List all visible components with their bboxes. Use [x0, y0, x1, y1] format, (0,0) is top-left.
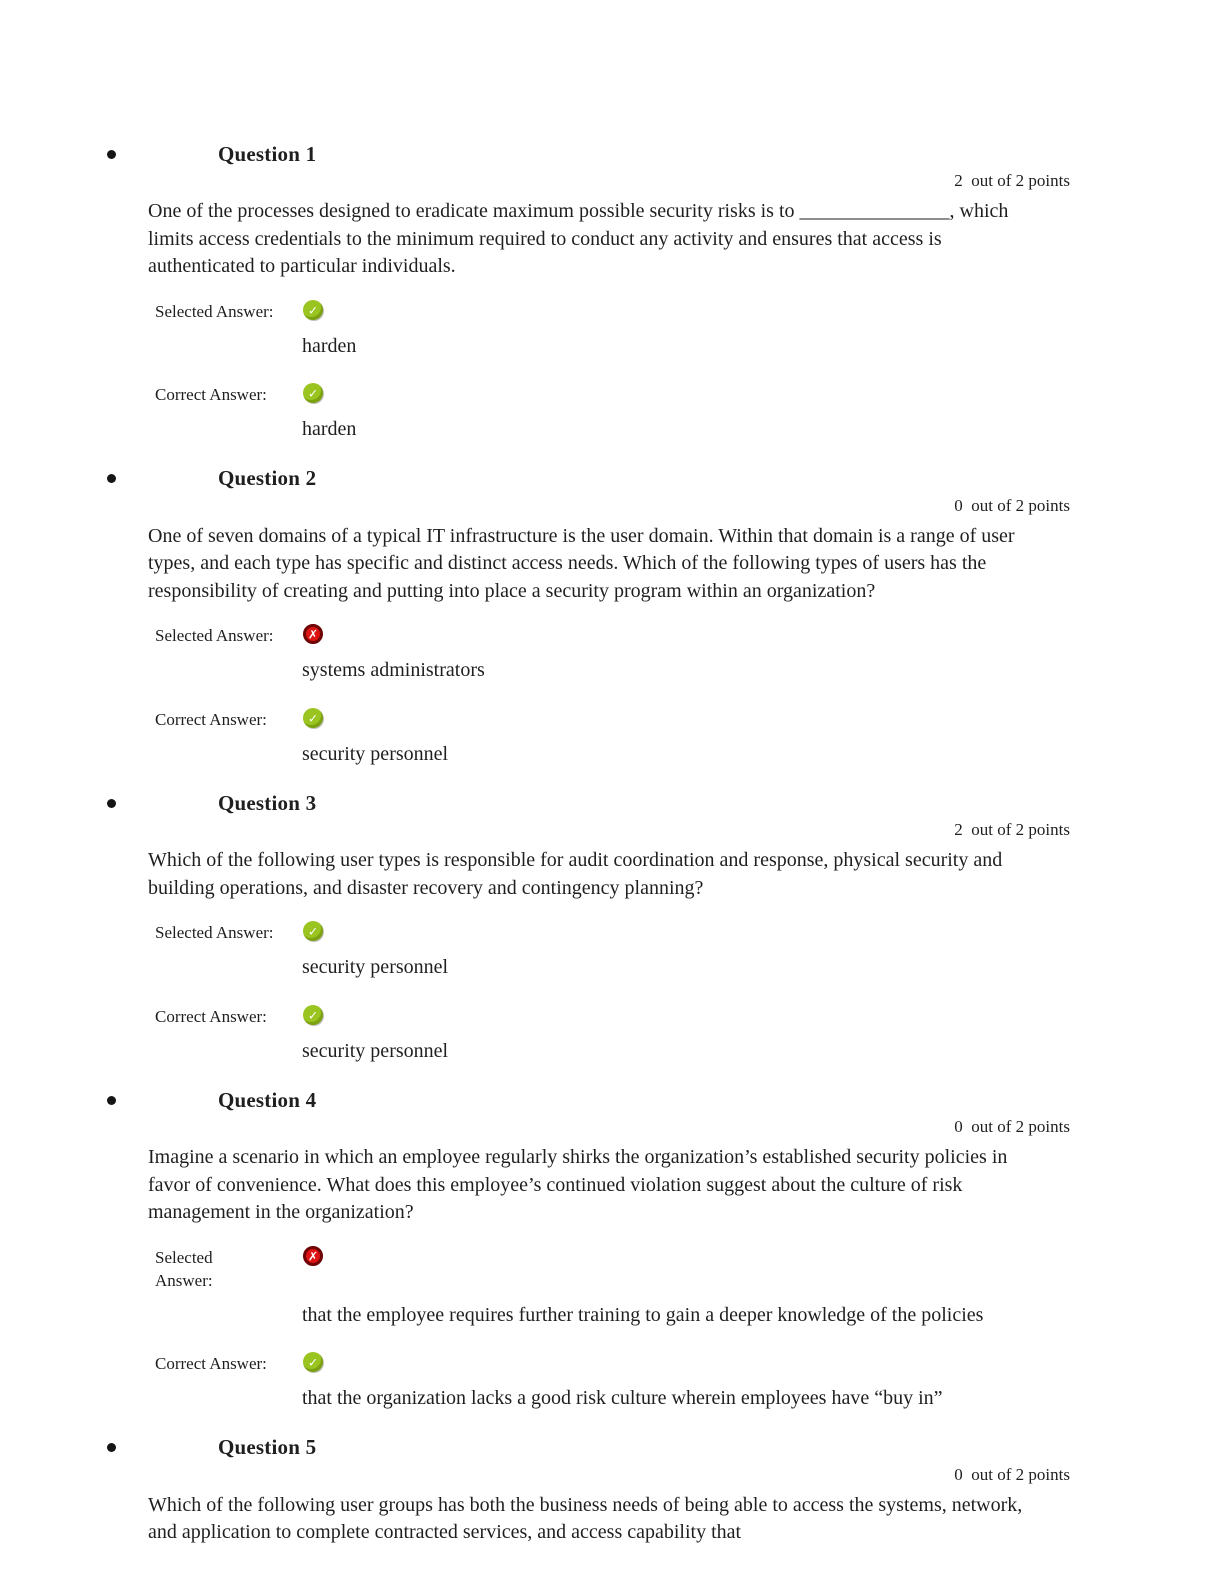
selected-answer-row	[155, 921, 1224, 944]
x-glyph: ✗	[307, 627, 319, 642]
question-block-5	[0, 1436, 1224, 1547]
question-title: Question 3	[218, 790, 317, 815]
correct-answer-text: security personnel	[302, 742, 449, 765]
check-glyph: ✓	[307, 711, 319, 725]
question-title: Question 2	[218, 466, 317, 490]
check-glyph: ✓	[307, 1355, 319, 1370]
list-bullet-icon	[107, 1443, 116, 1452]
question-title: Question 4	[218, 1087, 317, 1112]
question-heading	[0, 467, 1224, 491]
question-heading	[0, 791, 1224, 815]
question-points: 0 out of 2 points	[954, 495, 1070, 515]
question-title: Question 1	[218, 141, 317, 166]
question-points: 0 out of 2 points	[954, 1117, 1070, 1136]
selected-answer-label: Selected Answer:	[155, 1247, 213, 1290]
selected-answer-text: security personnel	[302, 956, 449, 978]
list-bullet-icon	[107, 150, 116, 159]
correct-answer-row	[155, 1005, 1224, 1028]
selected-answer-text: systems administrators	[302, 659, 485, 681]
question-points: 2 out of 2 points	[954, 820, 1070, 839]
list-bullet-icon	[107, 799, 116, 808]
correct-check-icon	[303, 383, 323, 403]
question-title: Question 5	[218, 1435, 317, 1459]
correct-check-icon	[303, 1005, 323, 1025]
list-bullet-icon	[107, 474, 116, 483]
question-points: 2 out of 2 points	[954, 171, 1070, 190]
question-heading	[0, 1436, 1224, 1460]
correct-check-icon	[303, 300, 323, 320]
check-glyph: ✓	[307, 1008, 319, 1022]
selected-answer-label: Selected Answer:	[155, 626, 274, 645]
correct-answer-label: Correct Answer:	[155, 385, 267, 404]
incorrect-x-icon	[303, 624, 323, 644]
selected-answer-text: that the employee requires further training to gain a deeper knowledge of the policies	[302, 1303, 984, 1326]
selected-answer-row	[155, 300, 1224, 323]
check-glyph: ✓	[307, 303, 319, 317]
selected-answer-row	[155, 1246, 1224, 1292]
correct-answer-text: that the organization lacks a good risk culture wherein employees have “buy in”	[302, 1387, 943, 1409]
correct-answer-label: Correct Answer:	[155, 709, 267, 729]
correct-answer-label: Correct Answer:	[155, 1354, 267, 1373]
x-glyph: ✗	[307, 1249, 319, 1263]
correct-check-icon	[303, 708, 323, 728]
question-block-2	[0, 467, 1224, 769]
question-text: Imagine a scenario in which an employee regularly shirks the organization’s established security policies in favor of convenience. What does this employee’s continued violation suggest about the culture of risk management in the organization?	[148, 1146, 1008, 1223]
question-text: One of seven domains of a typical IT infrastructure is the user domain. Within that domain is a range of user types, and each type has specific and distinct access needs. Which of the following types of users has the responsibility of creating and putting into place a security program within an organization?	[148, 524, 1015, 602]
question-text: One of the processes designed to eradicate maximum possible security risks is to _______________, which limits access credentials to the minimum required to conduct any activity and ensures that access is authenticated to particular individuals.	[148, 200, 1009, 277]
correct-check-icon	[303, 1352, 323, 1372]
question-text: Which of the following user types is responsible for audit coordination and response, physical security and building operations, and disaster recovery and contingency planning?	[148, 849, 1003, 899]
question-block-4	[0, 1088, 1224, 1413]
correct-answer-text: security personnel	[302, 1039, 449, 1062]
question-points: 0 out of 2 points	[954, 1464, 1070, 1484]
selected-answer-label: Selected Answer:	[155, 923, 274, 942]
correct-answer-row	[155, 383, 1224, 406]
selected-answer-row	[155, 624, 1224, 647]
question-heading	[0, 1088, 1224, 1112]
selected-answer-text: harden	[302, 334, 357, 357]
question-block-3	[0, 791, 1224, 1065]
correct-answer-row	[155, 708, 1224, 731]
question-heading	[0, 142, 1224, 166]
check-glyph: ✓	[307, 386, 319, 401]
question-text: Which of the following user groups has both the business needs of being able to access the systems, network, and application to complete contracted services, and access capability that	[148, 1493, 1023, 1543]
correct-answer-text: harden	[302, 418, 357, 440]
correct-answer-label: Correct Answer:	[155, 1006, 267, 1026]
list-bullet-icon	[107, 1096, 116, 1105]
correct-check-icon	[303, 921, 323, 941]
correct-answer-row	[155, 1352, 1224, 1375]
question-block-1	[0, 142, 1224, 444]
selected-answer-label: Selected Answer:	[155, 301, 274, 321]
check-glyph: ✓	[307, 924, 319, 939]
incorrect-x-icon	[303, 1246, 323, 1266]
